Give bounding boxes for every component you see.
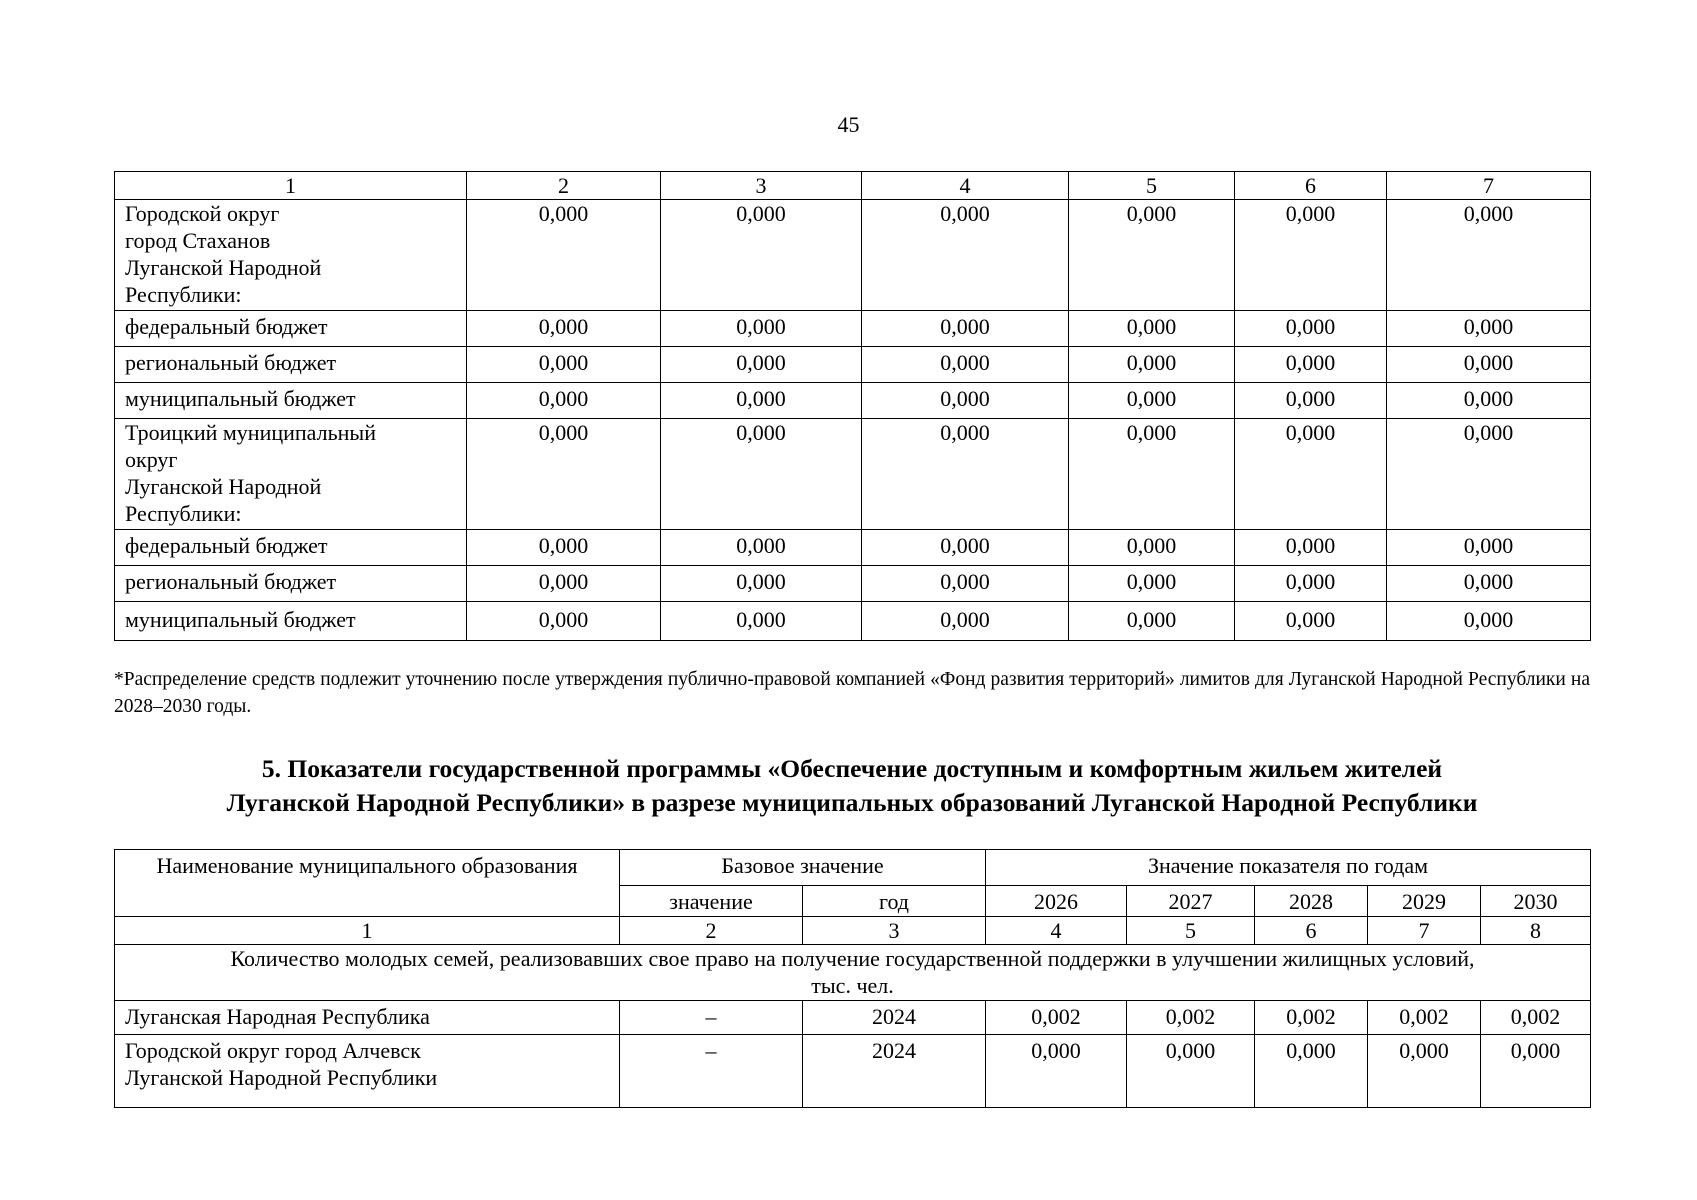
column-number: 4 <box>986 917 1127 945</box>
value-cell: 0,000 <box>467 383 661 419</box>
section-title-line: Луганской Народной Республики» в разрезе муниципальных образований Луганской Народной Республики <box>226 788 1478 817</box>
indicator-category <box>115 945 1591 1001</box>
section-title-line: 5. Показатели государственной программы «Обеспечение доступным и комфортным жильем жителей <box>261 754 1443 783</box>
table-row <box>115 530 1591 566</box>
table-row <box>115 602 1591 641</box>
value-cell: 0,000 <box>1235 530 1387 566</box>
value-cell: 0,000 <box>1387 347 1591 383</box>
table-row <box>115 383 1591 419</box>
value-cell: 0,000 <box>1255 1035 1368 1108</box>
column-number: 6 <box>1255 917 1368 945</box>
value-cell: 0,000 <box>467 602 661 641</box>
table-row <box>115 200 1591 311</box>
value-cell: 0,000 <box>1387 566 1591 602</box>
value-cell: 0,000 <box>661 200 862 311</box>
value-cell: 0,000 <box>1235 383 1387 419</box>
value-cell: 0,000 <box>1387 200 1591 311</box>
value-cell: 0,000 <box>862 311 1069 347</box>
value-cell: 0,000 <box>467 419 661 530</box>
municipality-name: Городской округ город Алчевск Луганской Народной Республики <box>115 1035 620 1108</box>
table-row <box>115 566 1591 602</box>
row-label: Городской округ город Стаханов Луганской Народной Республики: <box>115 200 467 311</box>
value-cell: 0,000 <box>1368 1035 1481 1108</box>
page-number: 45 <box>837 112 860 137</box>
column-number: 5 <box>1127 917 1255 945</box>
column-number: 1 <box>115 917 620 945</box>
column-number: 7 <box>1387 172 1591 200</box>
value-cell: 0,000 <box>1069 419 1235 530</box>
value-cell: 0,000 <box>661 566 862 602</box>
value-cell: 0,000 <box>1069 530 1235 566</box>
year-header: 2027 <box>1127 886 1255 917</box>
indicator-category-line: тыс. чел. <box>811 973 894 998</box>
column-number: 3 <box>803 917 986 945</box>
value-cell: 0,000 <box>862 566 1069 602</box>
value-cell: 0,000 <box>1481 1035 1591 1108</box>
indicator-category-line: Количество молодых семей, реализовавших свое право на получение государственной поддержки в улучшении жилищных условий, <box>230 946 1475 971</box>
value-cell: 0,000 <box>1235 200 1387 311</box>
year-header: 2030 <box>1481 886 1591 917</box>
value-cell: 0,002 <box>1127 1001 1255 1035</box>
value-cell: 0,000 <box>1069 566 1235 602</box>
base-year-cell: 2024 <box>803 1001 986 1035</box>
value-cell: 0,000 <box>1069 200 1235 311</box>
value-cell: 0,000 <box>862 602 1069 641</box>
base-value-cell: – <box>620 1001 803 1035</box>
table-row <box>115 419 1591 530</box>
base-value-group-header: Базовое значение <box>620 850 986 886</box>
year-header: 2026 <box>986 886 1127 917</box>
value-cell: 0,000 <box>1387 419 1591 530</box>
row-label: муниципальный бюджет <box>115 602 467 641</box>
value-cell: 0,000 <box>661 311 862 347</box>
value-cell: 0,000 <box>1069 602 1235 641</box>
row-label: федеральный бюджет <box>115 530 467 566</box>
row-label: федеральный бюджет <box>115 311 467 347</box>
value-cell: 0,000 <box>661 383 862 419</box>
column-number: 7 <box>1368 917 1481 945</box>
value-cell: 0,000 <box>862 419 1069 530</box>
years-group-header: Значение показателя по годам <box>986 850 1591 886</box>
column-number: 2 <box>467 172 661 200</box>
table-row <box>115 311 1591 347</box>
value-cell: 0,000 <box>467 200 661 311</box>
value-cell: 0,000 <box>661 347 862 383</box>
base-year-header: год <box>803 886 986 917</box>
value-cell: 0,000 <box>467 566 661 602</box>
value-cell: 0,000 <box>1235 311 1387 347</box>
column-number: 5 <box>1069 172 1235 200</box>
value-cell: 0,000 <box>1069 383 1235 419</box>
value-cell: 0,000 <box>1387 602 1591 641</box>
indicator-category-row <box>115 945 1591 1001</box>
base-value-cell: – <box>620 1035 803 1108</box>
municipality-name: Луганская Народная Республика <box>115 1001 620 1035</box>
row-label: региональный бюджет <box>115 347 467 383</box>
value-cell: 0,000 <box>1387 530 1591 566</box>
base-year-cell: 2024 <box>803 1035 986 1108</box>
value-cell: 0,000 <box>1387 383 1591 419</box>
value-cell: 0,000 <box>1069 347 1235 383</box>
value-cell: 0,000 <box>862 347 1069 383</box>
column-number-row <box>115 917 1591 945</box>
table-row <box>115 347 1591 383</box>
year-header: 2028 <box>1255 886 1368 917</box>
table-row <box>115 1035 1591 1108</box>
value-cell: 0,000 <box>467 347 661 383</box>
value-cell: 0,002 <box>1255 1001 1368 1035</box>
value-cell: 0,000 <box>467 530 661 566</box>
value-cell: 0,000 <box>661 530 862 566</box>
base-value-header: значение <box>620 886 803 917</box>
value-cell: 0,000 <box>1235 566 1387 602</box>
value-cell: 0,000 <box>1235 602 1387 641</box>
column-number-row <box>115 172 1591 200</box>
value-cell: 0,000 <box>467 311 661 347</box>
funding-table <box>114 171 1591 641</box>
row-label: Троицкий муниципальный округ Луганской Народной Республики: <box>115 419 467 530</box>
row-label: региональный бюджет <box>115 566 467 602</box>
value-cell: 0,000 <box>1127 1035 1255 1108</box>
row-label: муниципальный бюджет <box>115 383 467 419</box>
value-cell: 0,000 <box>862 200 1069 311</box>
value-cell: 0,000 <box>1235 347 1387 383</box>
column-number: 8 <box>1481 917 1591 945</box>
value-cell: 0,002 <box>986 1001 1127 1035</box>
value-cell: 0,000 <box>661 602 862 641</box>
column-number: 1 <box>115 172 467 200</box>
value-cell: 0,000 <box>986 1035 1127 1108</box>
header-row <box>115 850 1591 886</box>
value-cell: 0,000 <box>1235 419 1387 530</box>
value-cell: 0,000 <box>862 383 1069 419</box>
section-title <box>114 752 1590 820</box>
table-row <box>115 1001 1591 1035</box>
footnote: *Распределение средств подлежит уточнению после утверждения публично-правовой компанией «Фонд развития территорий» лимитов для Луганской Народной Республики на 2028–2030 годы. <box>114 669 1590 717</box>
column-number: 4 <box>862 172 1069 200</box>
value-cell: 0,000 <box>1387 311 1591 347</box>
value-cell: 0,000 <box>862 530 1069 566</box>
value-cell: 0,000 <box>661 419 862 530</box>
indicators-table <box>114 849 1591 1108</box>
column-number: 6 <box>1235 172 1387 200</box>
year-header: 2029 <box>1368 886 1481 917</box>
column-number: 3 <box>661 172 862 200</box>
value-cell: 0,000 <box>1069 311 1235 347</box>
name-column-header: Наименование муниципального образования <box>115 850 620 917</box>
column-number: 2 <box>620 917 803 945</box>
value-cell: 0,002 <box>1368 1001 1481 1035</box>
value-cell: 0,002 <box>1481 1001 1591 1035</box>
